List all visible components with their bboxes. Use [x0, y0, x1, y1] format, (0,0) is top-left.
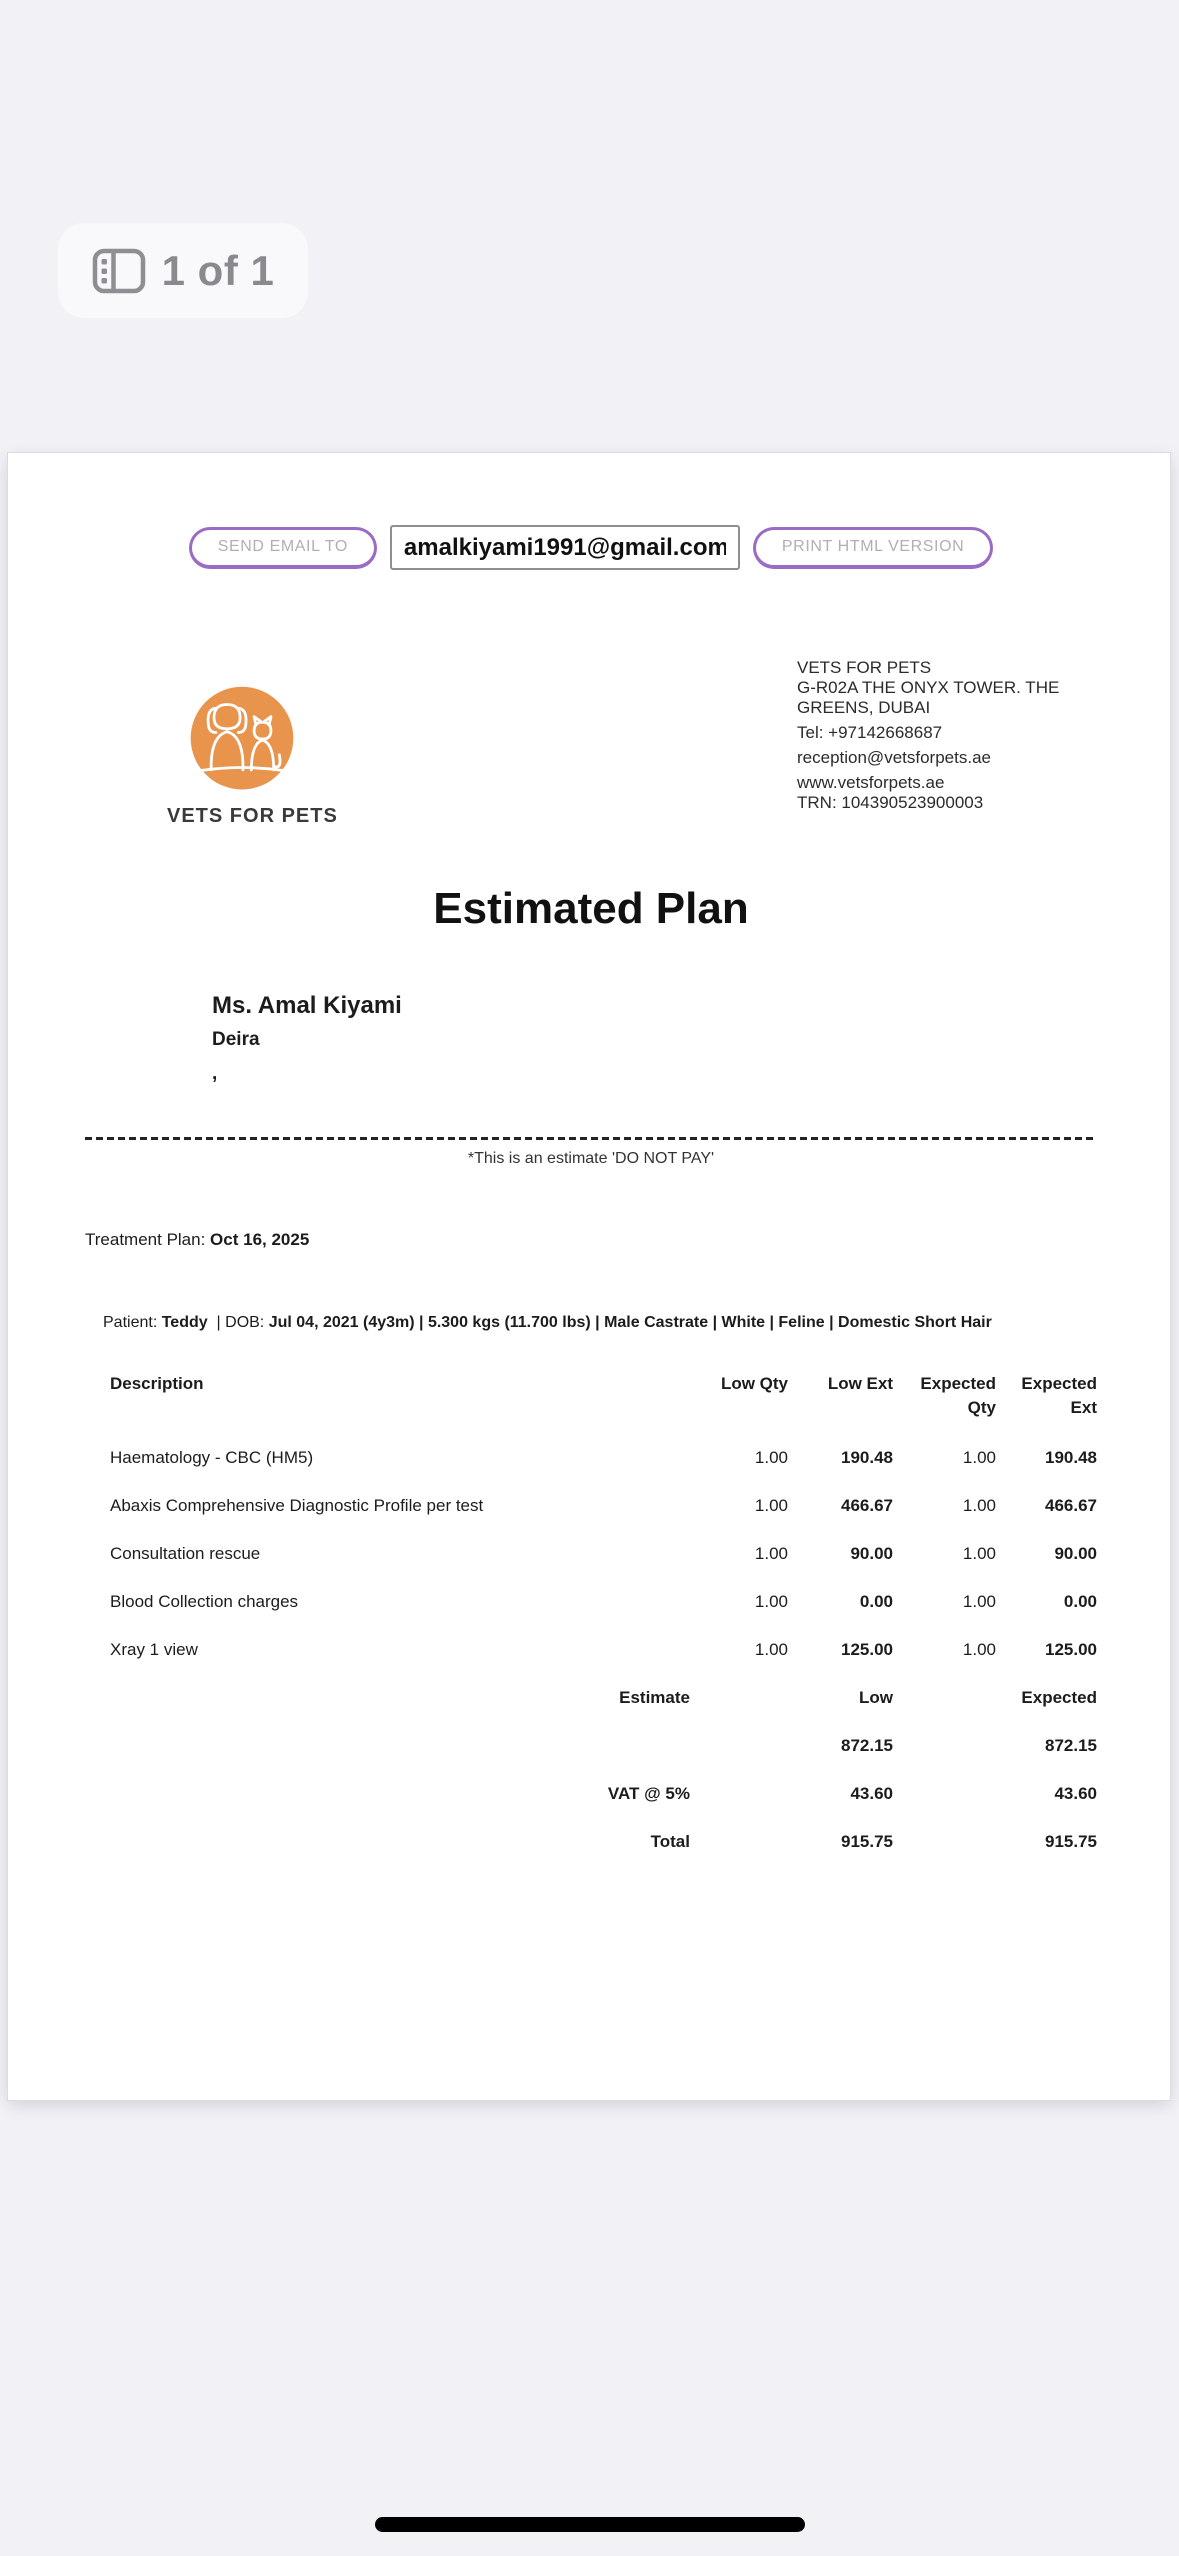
item-low-ext: 190.48 [841, 1448, 893, 1467]
logo-wordmark: VETS FOR PETS [167, 805, 338, 827]
item-expected-qty: 1.00 [962, 1496, 996, 1515]
expected-column-label: Expected [1021, 1688, 1097, 1707]
item-low-qty: 1.00 [754, 1592, 788, 1611]
vat-expected: 43.60 [1054, 1784, 1097, 1803]
item-expected-ext: 190.48 [1045, 1448, 1097, 1467]
estimate-label: Estimate [619, 1688, 690, 1707]
email-input[interactable] [390, 525, 740, 570]
item-description: Blood Collection charges [110, 1592, 299, 1611]
patient-info-line [103, 1314, 1097, 1332]
clinic-address-line1: G-R02A THE ONYX TOWER. THE [797, 678, 1060, 697]
recipient-block [212, 992, 1097, 1085]
item-low-qty: 1.00 [754, 1544, 788, 1563]
item-description: Abaxis Comprehensive Diagnostic Profile per test [110, 1496, 484, 1515]
document-page [8, 453, 1170, 2100]
clinic-address-line2: GREENS, DUBAI [797, 698, 931, 717]
col-header-low-ext: Low Ext [827, 1374, 893, 1393]
dog-cat-logo-icon [186, 684, 298, 801]
letterhead [85, 658, 1097, 828]
email-toolbar [85, 525, 1097, 570]
item-expected-ext: 0.00 [1063, 1592, 1097, 1611]
col-header-description: Description [110, 1374, 204, 1393]
total-expected: 915.75 [1045, 1832, 1097, 1851]
recipient-line3: , [212, 1063, 218, 1084]
clinic-website: www.vetsforpets.ae [797, 773, 945, 792]
print-html-button[interactable]: PRINT HTML VERSION [753, 527, 993, 569]
item-expected-ext: 125.00 [1045, 1640, 1097, 1659]
estimate-note: *This is an estimate 'DO NOT PAY' [467, 1150, 715, 1167]
table-row [110, 1544, 1097, 1564]
treatment-plan-label: Treatment Plan: [85, 1230, 211, 1249]
dashed-separator [85, 1137, 1097, 1140]
home-indicator[interactable] [375, 2517, 805, 2532]
item-description: Xray 1 view [110, 1640, 198, 1659]
subtotal-expected: 872.15 [1045, 1736, 1097, 1755]
table-row [110, 1640, 1097, 1660]
item-description: Haematology - CBC (HM5) [110, 1448, 314, 1467]
item-low-ext: 90.00 [850, 1544, 893, 1563]
line-items-table [110, 1372, 1097, 1660]
clinic-address [797, 658, 1097, 813]
total-low: 915.75 [841, 1832, 893, 1851]
item-description: Consultation rescue [110, 1544, 261, 1563]
table-row [110, 1448, 1097, 1468]
subtotal-low: 872.15 [841, 1736, 893, 1755]
item-low-ext: 466.67 [841, 1496, 893, 1515]
item-low-qty: 1.00 [754, 1640, 788, 1659]
total-label: Total [650, 1832, 690, 1851]
sidebar-icon[interactable] [92, 248, 146, 294]
item-expected-qty: 1.00 [962, 1592, 996, 1611]
clinic-trn: TRN: 104390523900003 [797, 793, 984, 812]
item-expected-ext: 90.00 [1054, 1544, 1097, 1563]
table-row [110, 1496, 1097, 1516]
vat-label: VAT @ 5% [607, 1784, 690, 1803]
treatment-plan-line [85, 1230, 1097, 1250]
item-expected-ext: 466.67 [1045, 1496, 1097, 1515]
page-indicator-label: 1 of 1 [161, 246, 275, 294]
vat-low: 43.60 [850, 1784, 893, 1803]
clinic-email: reception@vetsforpets.ae [797, 748, 991, 767]
clinic-logo [167, 684, 338, 828]
col-header-expected-ext: Expected Ext [1021, 1374, 1097, 1417]
send-email-button[interactable]: SEND EMAIL TO [189, 527, 377, 569]
clinic-name: VETS FOR PETS [797, 658, 932, 677]
recipient-name: Ms. Amal Kiyami [212, 992, 402, 1019]
subtotal-spacer [85, 1736, 690, 1756]
dob-label: | DOB: [207, 1314, 269, 1331]
treatment-plan-date: Oct 16, 2025 [210, 1230, 310, 1249]
document-title: Estimated Plan [433, 884, 749, 933]
col-header-low-qty: Low Qty [720, 1374, 788, 1393]
patient-details: Jul 04, 2021 (4y3m) | 5.300 kgs (11.700 lbs) | Male Castrate | White | Feline | Domestic Short Hair [268, 1314, 992, 1331]
item-expected-qty: 1.00 [962, 1448, 996, 1467]
item-expected-qty: 1.00 [962, 1544, 996, 1563]
item-low-ext: 0.00 [859, 1592, 893, 1611]
patient-name: Teddy [161, 1314, 208, 1331]
item-low-qty: 1.00 [754, 1496, 788, 1515]
table-header-row [110, 1372, 1097, 1420]
low-column-label: Low [859, 1688, 893, 1707]
item-expected-qty: 1.00 [962, 1640, 996, 1659]
page-indicator[interactable] [58, 223, 308, 318]
totals-section [85, 1688, 1097, 1880]
patient-label: Patient: [103, 1314, 162, 1331]
col-header-expected-qty: Expected Qty [920, 1374, 996, 1417]
table-row [110, 1592, 1097, 1612]
item-low-qty: 1.00 [754, 1448, 788, 1467]
item-low-ext: 125.00 [841, 1640, 893, 1659]
clinic-tel: Tel: +97142668687 [797, 723, 943, 742]
recipient-area: Deira [212, 1029, 260, 1050]
